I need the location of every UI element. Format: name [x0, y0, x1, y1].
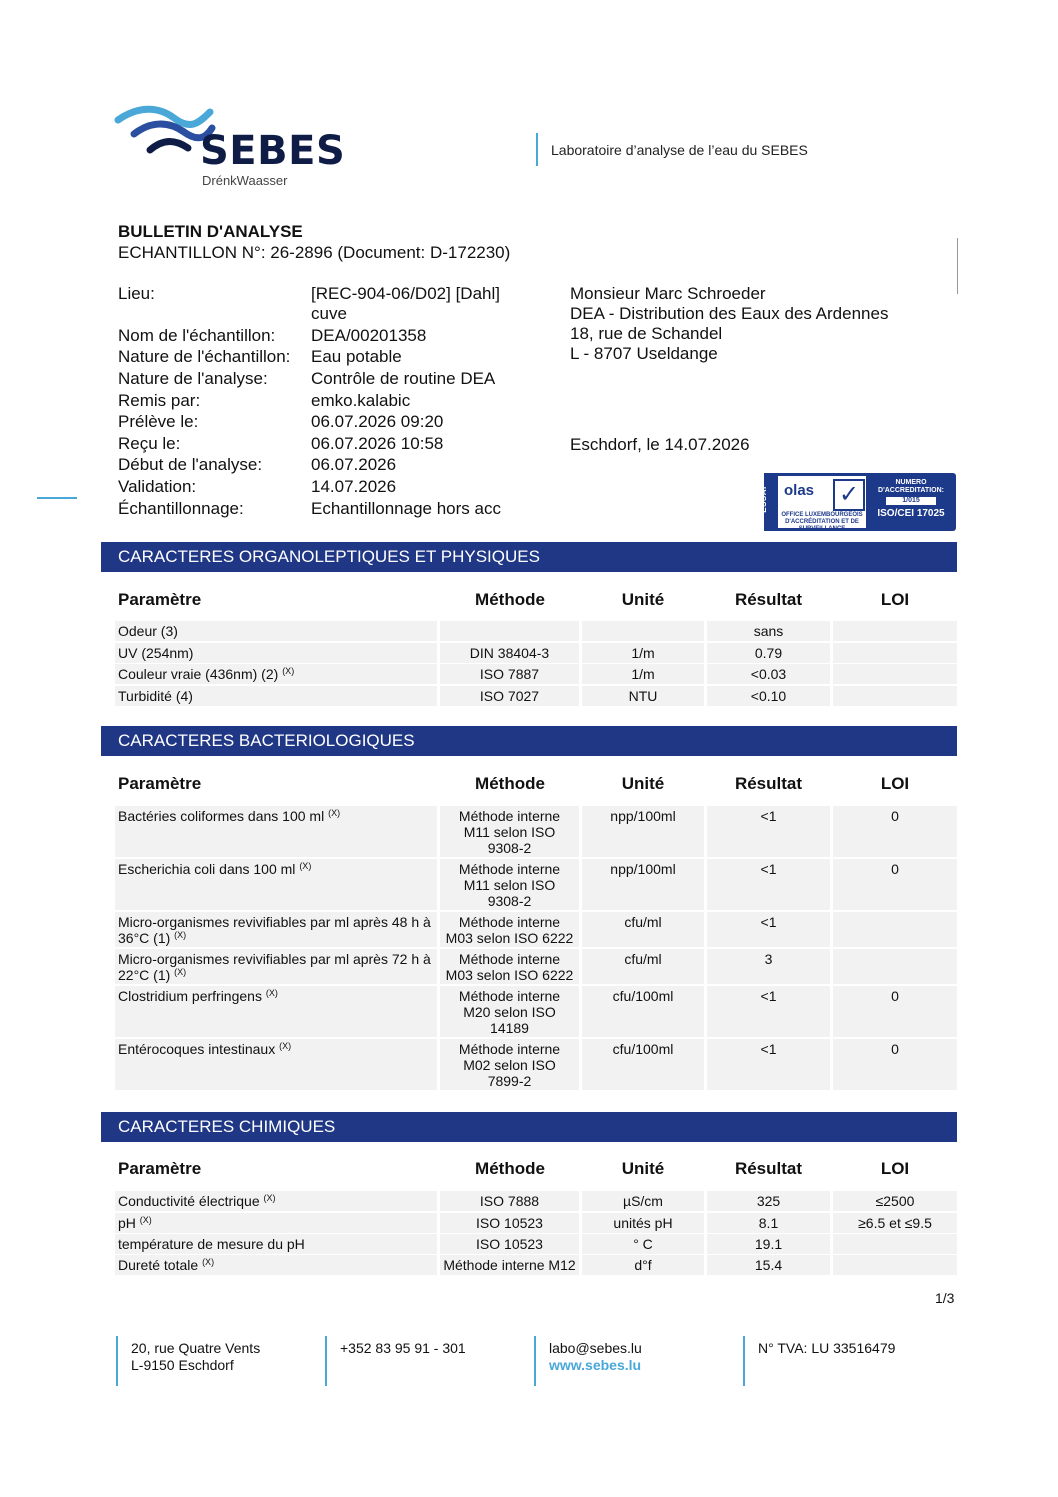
table-row [115, 1234, 957, 1254]
param-text: pH [118, 1215, 136, 1231]
header-loi: LOI [880, 1159, 910, 1178]
meta-label: Prélève le: [118, 412, 199, 431]
method-line: 9308-2 [487, 893, 532, 909]
param-text: Conductivité électrique [118, 1193, 260, 1209]
header-methode: Méthode [475, 1159, 545, 1178]
result-cell: <1 [707, 912, 830, 947]
method-text: ISO 7887 [479, 666, 540, 682]
meta-value: 06.07.2026 09:20 [311, 412, 444, 431]
method-line: Méthode interne [458, 951, 561, 967]
meta-value: emko.kalabic [311, 391, 411, 410]
param-text: Entérocoques intestinaux [118, 1041, 276, 1057]
method-cell [440, 912, 579, 947]
header-loi: LOI [880, 590, 910, 609]
badge-iso: ISO/CEI 17025 [877, 508, 945, 519]
param-text: Dureté totale [118, 1257, 199, 1273]
meta-label: Validation: [118, 477, 197, 496]
footer-divider [743, 1336, 745, 1386]
unit-cell: 1/m [582, 664, 704, 684]
header-unite: Unité [621, 590, 665, 609]
result-cell: <1 [707, 859, 830, 910]
result-cell: 3 [707, 949, 830, 984]
method-cell [440, 986, 579, 1037]
table-row [115, 643, 957, 663]
unit-cell: unités pH [582, 1213, 704, 1233]
unit-cell: cfu/ml [582, 949, 704, 984]
result-cell: 15.4 [707, 1255, 830, 1275]
footer-phone: +352 83 95 91 - 301 [340, 1340, 466, 1356]
footer-website-link[interactable]: www.sebes.lu [549, 1357, 642, 1373]
method-cell [440, 1191, 579, 1211]
meta-value: DEA/00201358 [311, 326, 427, 345]
param-text: Odeur (3) [118, 623, 178, 639]
table-row [115, 1213, 957, 1233]
footer-divider [116, 1336, 118, 1386]
loi-cell: 0 [833, 986, 957, 1037]
method-text: ISO 10523 [476, 1215, 543, 1231]
meta-value: Contrôle de routine DEA [311, 369, 496, 388]
table-row [115, 1255, 957, 1275]
method-cell [440, 859, 579, 910]
table-row [115, 986, 957, 1037]
loi-cell: ≥6.5 et ≤9.5 [833, 1213, 957, 1233]
loi-cell: ≤2500 [833, 1191, 957, 1211]
loi-cell [833, 664, 957, 684]
method-text: DIN 38404-3 [469, 645, 550, 661]
divider [536, 133, 538, 166]
param-cell [115, 1191, 437, 1211]
method-line: 7899-2 [487, 1073, 532, 1089]
table-row [115, 686, 957, 706]
param-cell [115, 643, 437, 663]
param-text: UV (254nm) [118, 645, 194, 661]
header-unite: Unité [621, 774, 665, 793]
loi-cell [833, 686, 957, 706]
accreditation-mark: (X) [279, 1041, 292, 1051]
badge-logo-panel [778, 476, 866, 532]
meta-label: Nom de l'échantillon: [118, 326, 276, 345]
method-text: ISO 7027 [479, 688, 540, 704]
header-loi: LOI [880, 774, 910, 793]
unit-cell: cfu/100ml [582, 986, 704, 1037]
loi-cell [833, 621, 957, 641]
param-cell [115, 1039, 437, 1090]
check-icon: ✓ [833, 479, 865, 511]
result-cell: 8.1 [707, 1213, 830, 1233]
accreditation-mark: (X) [282, 666, 295, 676]
method-text: Méthode interne M12 [443, 1257, 576, 1273]
header-unite: Unité [621, 1159, 665, 1178]
method-line: M20 selon ISO [463, 1004, 556, 1020]
recipient-org: DEA - Distribution des Eaux des Ardennes [570, 304, 889, 323]
footer-address [131, 1340, 260, 1374]
badge-side-label: ESSAI [758, 486, 768, 513]
accreditation-mark: (X) [328, 808, 341, 818]
margin-line [957, 238, 958, 294]
method-line: 14189 [490, 1020, 529, 1036]
param-cell [115, 1234, 437, 1254]
table-row [115, 859, 957, 910]
meta-value: 06.07.2026 [311, 455, 397, 474]
wave-logo-icon [112, 98, 212, 168]
footer-address-line1: 20, rue Quatre Vents [131, 1340, 261, 1356]
result-cell: 325 [707, 1191, 830, 1211]
method-line: M03 selon ISO 6222 [445, 930, 574, 946]
header-resultat: Résultat [734, 774, 803, 793]
header-resultat: Résultat [734, 590, 803, 609]
method-cell [440, 664, 579, 684]
param-cell [115, 1213, 437, 1233]
accreditation-mark: (X) [174, 930, 187, 940]
accreditation-mark: (X) [202, 1257, 215, 1267]
section-title: CARACTERES ORGANOLEPTIQUES ET PHYSIQUES [101, 542, 957, 572]
header-resultat: Résultat [734, 1159, 803, 1178]
result-cell: 0.79 [707, 643, 830, 663]
param-text: Couleur vraie (436nm) (2) [118, 666, 279, 682]
accent-mark [37, 497, 77, 499]
meta-value: [REC-904-06/D02] [Dahl] cuve [311, 284, 500, 323]
unit-cell: cfu/ml [582, 912, 704, 947]
footer-vat: N° TVA: LU 33516479 [758, 1340, 896, 1356]
method-cell [440, 1039, 579, 1090]
footer-email[interactable]: labo@sebes.lu [549, 1340, 642, 1356]
param-text: Clostridium perfringens [118, 988, 262, 1004]
result-cell: <0.10 [707, 686, 830, 706]
method-text: ISO 7888 [479, 1193, 540, 1209]
accreditation-badge [758, 473, 956, 532]
loi-cell: 0 [833, 1039, 957, 1090]
result-cell: 19.1 [707, 1234, 830, 1254]
method-line: Méthode interne [458, 988, 561, 1004]
table-row [115, 621, 957, 641]
meta-label: Nature de l'échantillon: [118, 347, 291, 366]
unit-cell: npp/100ml [582, 859, 704, 910]
place-date: Eschdorf, le 14.07.2026 [570, 435, 750, 454]
result-cell: <1 [707, 1039, 830, 1090]
param-text: Micro-organismes revivifiables par ml après 48 h à 36°C (1) [118, 914, 431, 946]
method-cell [440, 1213, 579, 1233]
header-parametre: Paramètre [118, 1159, 202, 1178]
meta-label: Début de l'analyse: [118, 455, 263, 474]
table-row [115, 912, 957, 947]
unit-cell: d°f [582, 1255, 704, 1275]
loi-cell [833, 1255, 957, 1275]
table-row [115, 664, 957, 684]
result-cell: sans [707, 621, 830, 641]
sebes-logo [112, 98, 352, 190]
header-parametre: Paramètre [118, 774, 202, 793]
unit-cell: cfu/100ml [582, 1039, 704, 1090]
table-row [115, 1039, 957, 1090]
accreditation-mark: (X) [265, 988, 278, 998]
method-line: Méthode interne [458, 914, 561, 930]
method-cell [440, 686, 579, 706]
accreditation-mark: (X) [299, 861, 312, 871]
loi-cell [833, 912, 957, 947]
report-title: BULLETIN D'ANALYSE [118, 222, 303, 241]
recipient-city: L - 8707 Useldange [570, 344, 718, 363]
method-cell [440, 1255, 579, 1275]
recipient-street: 18, rue de Schandel [570, 324, 723, 343]
table-row [115, 1191, 957, 1211]
recipient-name: Monsieur Marc Schroeder [570, 284, 766, 303]
accreditation-mark: (X) [139, 1215, 152, 1225]
method-line: Méthode interne [458, 861, 561, 877]
badge-office: OFFICE LUXEMBOURGEOIS D'ACCRÉDITATION ET DE SURVEILLANCE [781, 512, 863, 532]
badge-num: 1/015 [886, 497, 936, 505]
method-cell [440, 621, 579, 641]
loi-cell: 0 [833, 859, 957, 910]
meta-label: Nature de l'analyse: [118, 369, 268, 388]
loi-cell [833, 949, 957, 984]
section-title: CARACTERES BACTERIOLOGIQUES [101, 726, 957, 756]
method-line: M11 selon ISO [463, 824, 556, 840]
method-line: Méthode interne [458, 1041, 561, 1057]
param-cell [115, 912, 437, 947]
badge-num-label: NUMERO D'ACCREDITATION: [878, 479, 944, 494]
result-cell: <0.03 [707, 664, 830, 684]
header-parametre: Paramètre [118, 590, 202, 609]
method-cell [440, 643, 579, 663]
loi-cell [833, 1234, 957, 1254]
footer-divider [325, 1336, 327, 1386]
logo-subtitle: DrénkWaasser [202, 173, 288, 188]
param-text: Turbidité (4) [118, 688, 193, 704]
meta-value: Echantillonnage hors acc [311, 499, 501, 518]
param-text: Bactéries coliformes dans 100 ml [118, 808, 325, 824]
footer-address-line2: L-9150 Eschdorf [131, 1357, 234, 1373]
param-text: Micro-organismes revivifiables par ml après 72 h à 22°C (1) [118, 951, 431, 983]
table-row [115, 806, 957, 857]
unit-cell: 1/m [582, 643, 704, 663]
olas-logo: olas [784, 482, 815, 499]
method-line: 9308-2 [487, 840, 532, 856]
unit-cell [582, 621, 704, 641]
accreditation-mark: (X) [263, 1193, 276, 1203]
method-line: M03 selon ISO 6222 [445, 967, 574, 983]
footer-divider [534, 1336, 536, 1386]
param-cell [115, 859, 437, 910]
meta-label: Échantillonnage: [118, 499, 244, 518]
method-text: ISO 10523 [476, 1236, 543, 1252]
param-cell [115, 806, 437, 857]
badge-side [758, 473, 777, 531]
sample-number: ECHANTILLON N°: 26-2896 (Document: D-172230) [118, 243, 511, 262]
method-line: M02 selon ISO [463, 1057, 556, 1073]
unit-cell: µS/cm [582, 1191, 704, 1211]
meta-value: Eau potable [311, 347, 402, 366]
header-methode: Méthode [475, 590, 545, 609]
result-cell: <1 [707, 986, 830, 1037]
param-cell [115, 1255, 437, 1275]
loi-cell: 0 [833, 806, 957, 857]
table-row [115, 949, 957, 984]
method-line: Méthode interne [458, 808, 561, 824]
method-line: M11 selon ISO [463, 877, 556, 893]
param-cell [115, 686, 437, 706]
header-methode: Méthode [475, 774, 545, 793]
accreditation-mark: (X) [174, 967, 187, 977]
param-text: Escherichia coli dans 100 ml [118, 861, 296, 877]
unit-cell: NTU [582, 686, 704, 706]
section-title: CARACTERES CHIMIQUES [101, 1112, 957, 1142]
loi-cell [833, 643, 957, 663]
unit-cell: ° C [582, 1234, 704, 1254]
method-cell [440, 949, 579, 984]
meta-label: Lieu: [118, 284, 155, 303]
result-cell: <1 [707, 806, 830, 857]
meta-label: Reçu le: [118, 434, 181, 453]
param-cell [115, 949, 437, 984]
param-cell [115, 986, 437, 1037]
meta-value: 14.07.2026 [311, 477, 397, 496]
footer-contact [549, 1340, 642, 1374]
param-text: température de mesure du pH [118, 1236, 305, 1252]
badge-info [868, 479, 954, 519]
meta-label: Remis par: [118, 391, 201, 410]
meta-value: 06.07.2026 10:58 [311, 434, 444, 453]
unit-cell: npp/100ml [582, 806, 704, 857]
method-cell [440, 806, 579, 857]
page-number: 1/3 [935, 1290, 955, 1306]
param-cell [115, 664, 437, 684]
lab-name: Laboratoire d’analyse de l’eau du SEBES [551, 142, 808, 158]
logo-title: SEBES [200, 128, 346, 174]
method-cell [440, 1234, 579, 1254]
param-cell [115, 621, 437, 641]
